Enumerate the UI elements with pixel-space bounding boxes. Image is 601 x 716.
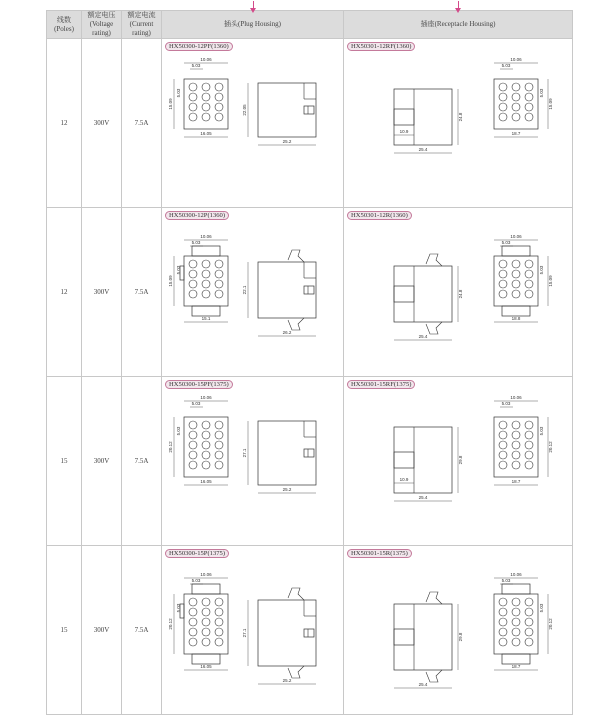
contact-hole	[525, 113, 533, 121]
cell-voltage: 300V	[82, 39, 122, 208]
part-number-label: HX50300-12P(1360)	[165, 211, 229, 220]
contact-hole	[202, 608, 210, 616]
table-row	[47, 377, 573, 546]
receptacle-cell	[344, 377, 573, 546]
part-number-label: HX50300-12PF(1360)	[165, 42, 233, 51]
latch-hook	[288, 666, 304, 678]
receptacle-dim-length: 25.4	[418, 495, 428, 500]
contact-hole	[215, 260, 223, 268]
contact-hole	[215, 638, 223, 646]
receptacle-dim-pitch: 5.03	[501, 401, 511, 406]
receptacle-dim-height: 24.8	[458, 289, 463, 299]
contact-hole	[189, 608, 197, 616]
receptacle-dim-side: 20.12	[548, 441, 553, 453]
contact-hole	[189, 461, 197, 469]
down-arrow-icon	[458, 1, 459, 9]
latch-hook	[288, 250, 304, 262]
contact-hole	[499, 280, 507, 288]
contact-hole	[215, 608, 223, 616]
contact-hole	[215, 441, 223, 449]
contact-hole	[215, 451, 223, 459]
contact-hole	[189, 290, 197, 298]
plug-dim-height: 22.05	[242, 104, 247, 116]
contact-hole	[499, 638, 507, 646]
cell-current: 7.5A	[122, 208, 162, 377]
pin-window	[304, 629, 314, 637]
side-housing	[258, 600, 316, 666]
cell-voltage: 300V	[82, 377, 122, 546]
cell-poles: 15	[47, 377, 82, 546]
receptacle-dim-bottom: 18.7	[511, 664, 521, 669]
part-number-label: HX50301-15RF(1375)	[347, 380, 415, 389]
side-housing	[258, 83, 316, 137]
contact-hole	[512, 280, 520, 288]
contact-hole	[512, 83, 520, 91]
receptacle-dim-top: 10.06	[510, 234, 522, 239]
latch-top	[192, 584, 220, 594]
latch-bottom	[502, 306, 530, 316]
contact-hole	[525, 83, 533, 91]
contact-hole	[525, 280, 533, 288]
plug-dim-top: 10.06	[200, 57, 212, 62]
connector-spec-table	[46, 10, 573, 715]
side-housing	[258, 262, 316, 318]
contact-hole	[499, 103, 507, 111]
contact-hole	[189, 618, 197, 626]
contact-hole	[189, 113, 197, 121]
contact-hole	[202, 270, 210, 278]
contact-hole	[499, 260, 507, 268]
contact-hole	[189, 93, 197, 101]
contact-hole	[525, 628, 533, 636]
plug-dim-bottom: 16.05	[200, 664, 212, 669]
contact-hole	[215, 103, 223, 111]
contact-hole	[525, 290, 533, 298]
contact-hole	[215, 290, 223, 298]
cell-poles: 12	[47, 39, 82, 208]
cell-current: 7.5A	[122, 546, 162, 715]
plug-dim-length: 25.2	[282, 139, 292, 144]
contact-hole	[189, 628, 197, 636]
side-housing	[394, 89, 452, 145]
header-plug	[162, 11, 344, 39]
part-number-label: HX50301-12RF(1360)	[347, 42, 415, 51]
table-row	[47, 39, 573, 208]
contact-hole	[189, 270, 197, 278]
cell-poles: 12	[47, 208, 82, 377]
latch-bottom	[192, 306, 220, 316]
plug-dim-height: 27.1	[242, 448, 247, 458]
contact-hole	[202, 431, 210, 439]
receptacle-dim-step: 10.9	[399, 477, 409, 482]
plug-dim-left: 5.03	[176, 603, 181, 613]
contact-hole	[499, 431, 507, 439]
contact-hole	[215, 113, 223, 121]
contact-hole	[512, 618, 520, 626]
contact-hole	[512, 441, 520, 449]
contact-hole	[202, 83, 210, 91]
receptacle-dim-pitch: 5.03	[501, 63, 511, 68]
mating-face	[394, 452, 414, 468]
plug-drawing	[162, 53, 342, 205]
receptacle-cell	[344, 208, 573, 377]
contact-hole	[499, 598, 507, 606]
contact-hole	[189, 638, 197, 646]
plug-dim-pitch: 5.03	[191, 401, 201, 406]
plug-dim-height: 22.1	[242, 285, 247, 295]
plug-drawing	[162, 391, 342, 543]
contact-hole	[202, 113, 210, 121]
contact-hole	[202, 103, 210, 111]
plug-dim-length: 26.2	[282, 330, 292, 335]
receptacle-dim-pitch: 5.03	[501, 578, 511, 583]
contact-hole	[189, 83, 197, 91]
plug-dim-left: 5.03	[176, 265, 181, 275]
receptacle-dim-bottom: 18.7	[511, 131, 521, 136]
contact-hole	[525, 618, 533, 626]
contact-hole	[499, 441, 507, 449]
contact-hole	[202, 451, 210, 459]
contact-hole	[512, 638, 520, 646]
contact-hole	[202, 618, 210, 626]
header-current: 额定电流 (Current rating)	[122, 11, 162, 39]
plug-dim-top: 10.06	[200, 234, 212, 239]
contact-hole	[512, 608, 520, 616]
plug-dim-top: 10.06	[200, 395, 212, 400]
contact-hole	[512, 113, 520, 121]
pin-window	[304, 286, 314, 294]
contact-hole	[525, 638, 533, 646]
contact-hole	[189, 431, 197, 439]
contact-hole	[499, 628, 507, 636]
contact-hole	[499, 451, 507, 459]
receptacle-drawing	[344, 560, 570, 712]
contact-hole	[525, 103, 533, 111]
receptacle-drawing	[344, 53, 570, 205]
receptacle-drawing	[344, 391, 570, 543]
contact-hole	[215, 421, 223, 429]
plug-dim-side: 20.12	[168, 618, 173, 630]
part-number-label: HX50301-15R(1375)	[347, 549, 412, 558]
side-housing	[258, 421, 316, 485]
mating-face	[394, 109, 414, 125]
contact-hole	[215, 628, 223, 636]
receptacle-cell	[344, 39, 573, 208]
latch-hook	[288, 318, 304, 330]
receptacle-dim-side: 15.09	[548, 275, 553, 287]
table-row	[47, 546, 573, 715]
contact-hole	[525, 441, 533, 449]
contact-hole	[202, 441, 210, 449]
contact-hole	[215, 431, 223, 439]
mating-face	[394, 629, 414, 645]
receptacle-dim-right: 5.03	[539, 88, 544, 98]
contact-hole	[189, 598, 197, 606]
latch-top	[502, 584, 530, 594]
plug-drawing	[162, 222, 342, 374]
receptacle-dim-height: 24.8	[458, 112, 463, 122]
plug-cell	[162, 208, 344, 377]
contact-hole	[189, 103, 197, 111]
pin-window	[304, 449, 314, 457]
latch-hook	[426, 254, 442, 266]
contact-hole	[512, 93, 520, 101]
contact-hole	[512, 598, 520, 606]
header-receptacle	[344, 11, 573, 39]
plug-dim-side: 20.12	[168, 441, 173, 453]
cell-voltage: 300V	[82, 546, 122, 715]
contact-hole	[189, 421, 197, 429]
side-housing	[394, 604, 452, 670]
contact-hole	[189, 451, 197, 459]
plug-dim-length: 25.2	[282, 487, 292, 492]
plug-dim-side: 15.09	[168, 98, 173, 110]
spec-page	[46, 10, 572, 707]
contact-hole	[202, 461, 210, 469]
contact-hole	[525, 93, 533, 101]
contact-hole	[189, 280, 197, 288]
latch-hook	[288, 588, 304, 600]
contact-hole	[525, 608, 533, 616]
contact-hole	[499, 618, 507, 626]
receptacle-dim-length: 25.4	[418, 334, 428, 339]
receptacle-dim-top: 10.06	[510, 57, 522, 62]
receptacle-dim-side: 20.12	[548, 618, 553, 630]
contact-hole	[215, 618, 223, 626]
table-header-row	[47, 11, 573, 39]
pin-window	[304, 106, 314, 114]
contact-hole	[512, 290, 520, 298]
receptacle-dim-step: 10.9	[399, 129, 409, 134]
contact-hole	[525, 451, 533, 459]
part-number-label: HX50300-15PF(1375)	[165, 380, 233, 389]
receptacle-dim-height: 29.8	[458, 455, 463, 465]
contact-hole	[499, 270, 507, 278]
down-arrow-icon	[253, 1, 254, 9]
contact-hole	[525, 270, 533, 278]
contact-hole	[512, 461, 520, 469]
cell-voltage: 300V	[82, 208, 122, 377]
contact-hole	[512, 431, 520, 439]
plug-drawing	[162, 560, 342, 712]
mating-face	[394, 286, 414, 302]
receptacle-dim-height: 29.8	[458, 632, 463, 642]
contact-hole	[215, 598, 223, 606]
header-voltage: 额定电压 (Voltage rating)	[82, 11, 122, 39]
contact-hole	[525, 598, 533, 606]
contact-hole	[499, 421, 507, 429]
contact-hole	[202, 93, 210, 101]
cell-current: 7.5A	[122, 39, 162, 208]
contact-hole	[202, 260, 210, 268]
receptacle-dim-top: 10.06	[510, 572, 522, 577]
plug-dim-height: 27.1	[242, 628, 247, 638]
plug-dim-top: 10.06	[200, 572, 212, 577]
latch-hook	[426, 592, 442, 604]
contact-hole	[512, 628, 520, 636]
table-row	[47, 208, 573, 377]
receptacle-dim-top: 10.06	[510, 395, 522, 400]
contact-hole	[215, 280, 223, 288]
contact-hole	[202, 421, 210, 429]
contact-hole	[512, 260, 520, 268]
contact-hole	[215, 461, 223, 469]
contact-hole	[202, 638, 210, 646]
contact-hole	[499, 83, 507, 91]
contact-hole	[202, 280, 210, 288]
contact-hole	[525, 431, 533, 439]
plug-dim-left: 5.03	[176, 88, 181, 98]
part-number-label: HX50301-12R(1360)	[347, 211, 412, 220]
contact-hole	[525, 421, 533, 429]
receptacle-dim-right: 5.03	[539, 265, 544, 275]
contact-hole	[215, 93, 223, 101]
latch-top	[192, 246, 220, 256]
receptacle-dim-right: 5.03	[539, 603, 544, 613]
contact-hole	[215, 270, 223, 278]
plug-cell	[162, 39, 344, 208]
part-number-label: HX50300-15P(1375)	[165, 549, 229, 558]
plug-cell	[162, 377, 344, 546]
plug-dim-bottom: 15.1	[201, 316, 211, 321]
contact-hole	[202, 598, 210, 606]
cell-current: 7.5A	[122, 377, 162, 546]
plug-dim-bottom: 16.05	[200, 131, 212, 136]
contact-hole	[512, 421, 520, 429]
plug-dim-pitch: 5.03	[191, 240, 201, 245]
plug-cell	[162, 546, 344, 715]
receptacle-dim-bottom: 18.8	[511, 316, 521, 321]
contact-hole	[512, 270, 520, 278]
receptacle-cell	[344, 546, 573, 715]
plug-dim-bottom: 16.05	[200, 479, 212, 484]
latch-hook	[426, 322, 442, 334]
plug-dim-left: 5.03	[176, 426, 181, 436]
receptacle-dim-pitch: 5.03	[501, 240, 511, 245]
header-poles: 线数 (Poles)	[47, 11, 82, 39]
side-housing	[394, 266, 452, 322]
latch-top	[502, 246, 530, 256]
contact-hole	[499, 113, 507, 121]
latch-hook	[426, 670, 442, 682]
contact-hole	[525, 461, 533, 469]
contact-hole	[499, 93, 507, 101]
latch-bottom	[192, 654, 220, 664]
contact-hole	[202, 628, 210, 636]
contact-hole	[189, 441, 197, 449]
contact-hole	[499, 290, 507, 298]
plug-dim-side: 15.09	[168, 275, 173, 287]
contact-hole	[512, 103, 520, 111]
receptacle-dim-length: 25.4	[418, 147, 428, 152]
receptacle-dim-length: 25.4	[418, 682, 428, 687]
contact-hole	[215, 83, 223, 91]
contact-hole	[189, 260, 197, 268]
latch-bottom	[502, 654, 530, 664]
plug-dim-pitch: 5.03	[191, 63, 201, 68]
cell-poles: 15	[47, 546, 82, 715]
header-plug-label: 插头(Plug Housing)	[224, 20, 281, 28]
contact-hole	[525, 260, 533, 268]
header-receptacle-label: 插座(Receptacle Housing)	[420, 20, 496, 28]
receptacle-drawing	[344, 222, 570, 374]
contact-hole	[499, 461, 507, 469]
contact-hole	[499, 608, 507, 616]
receptacle-dim-right: 5.03	[539, 426, 544, 436]
receptacle-dim-side: 15.09	[548, 98, 553, 110]
receptacle-dim-bottom: 18.7	[511, 479, 521, 484]
contact-hole	[512, 451, 520, 459]
plug-dim-length: 25.2	[282, 678, 292, 683]
plug-dim-pitch: 5.03	[191, 578, 201, 583]
contact-hole	[202, 290, 210, 298]
